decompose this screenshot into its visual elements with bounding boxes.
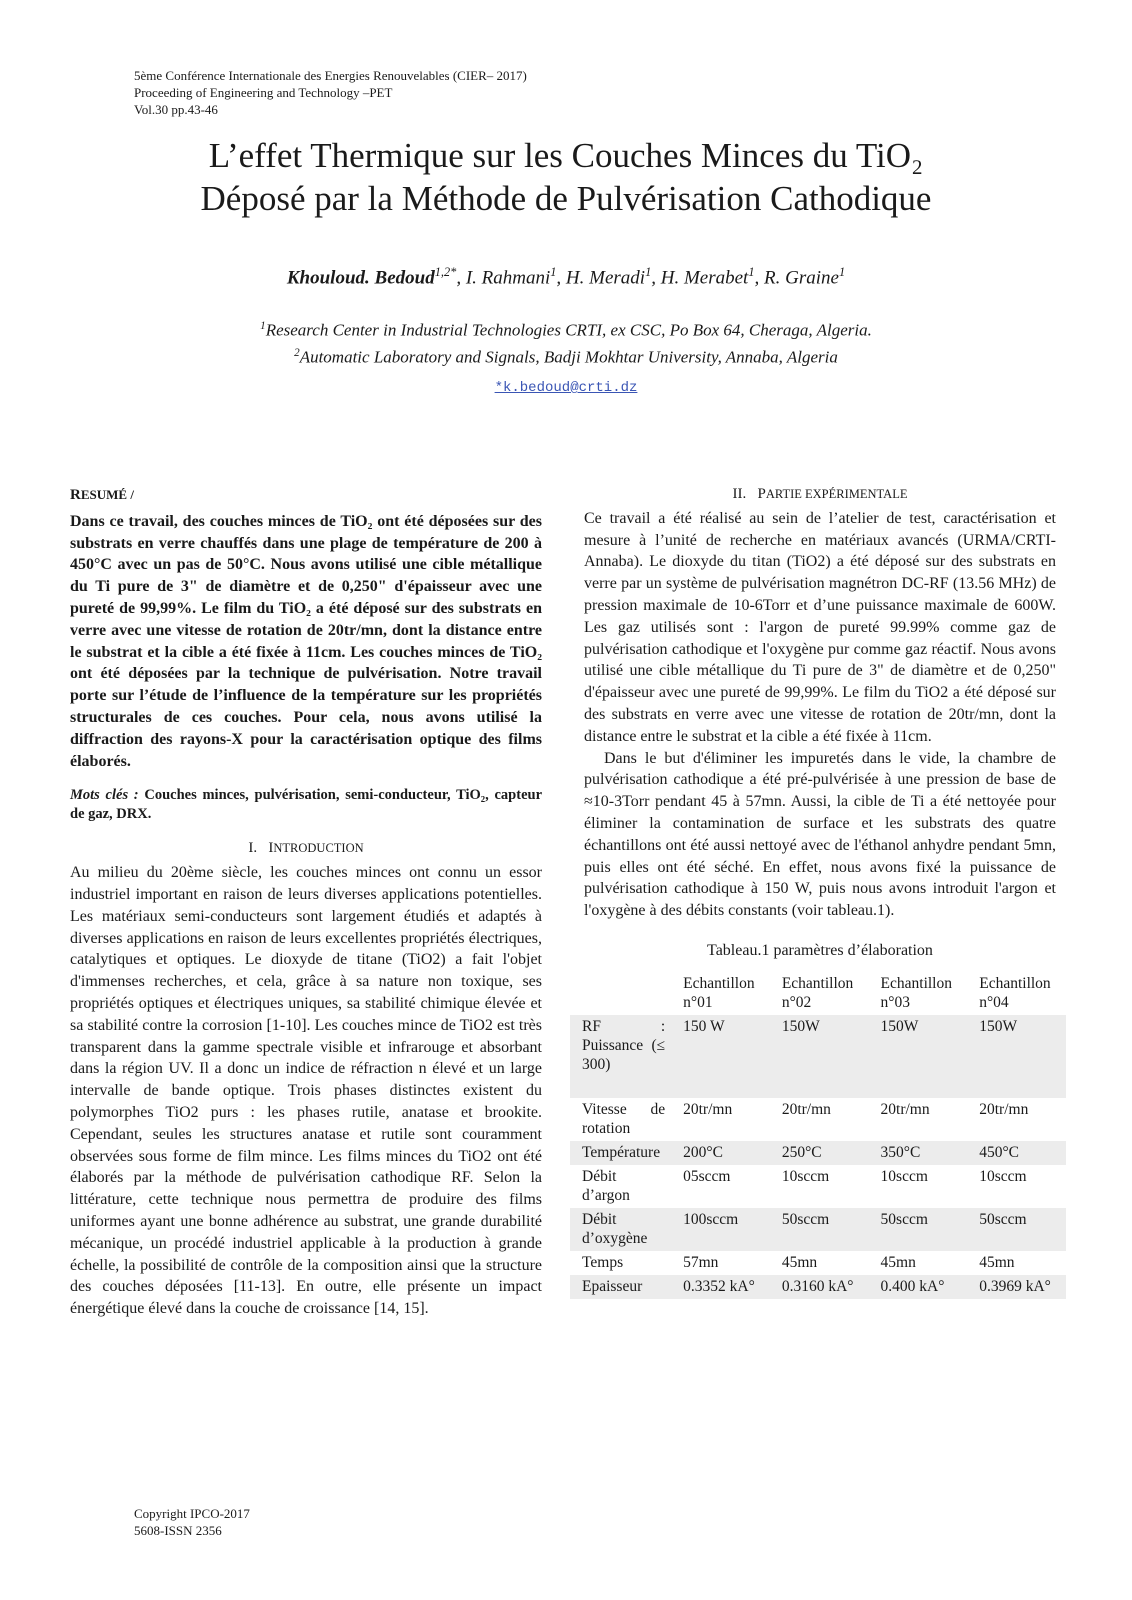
table-cell: 100sccm xyxy=(671,1208,770,1251)
header-line-2: Proceeding of Engineering and Technology –PET xyxy=(134,85,393,100)
table-row xyxy=(570,1165,1066,1208)
table-cell: 0.3160 kA° xyxy=(770,1275,869,1299)
table-cell: 20tr/mn xyxy=(979,1100,1029,1118)
table-cell: 150W xyxy=(967,1015,1066,1098)
table-row-label: Température xyxy=(570,1141,671,1165)
table-row-label: Débit d’argon xyxy=(582,1167,630,1204)
copyright-footer xyxy=(134,1505,250,1539)
author-1: Khouloud. Bedoud xyxy=(286,267,435,289)
intro-text: Au milieu du 20ème siècle, les couches minces ont connu un essor industriel important en raison de leurs diverses applications potentielles. Les matériaux semi-conducteurs sont largement étudiés et adaptés à diverses applications en raison de leurs excellentes propriétés électriques, catalytiques et optiques. Le dioxyde de titane (TiO2) a fait l'objet d'immenses recherches, et cela, grâce à sa nature non toxique, ses propriétés optiques et électriques uniques, sa stabilité chimique élevée et sa stabilité contre la corrosion [1-10]. Les couches mince de TiO2 est très transparent dans la gamme spectrale visible et infrarouge et absorbant dans la région UV. Il a donc un indice de réfraction n élevé et un large intervalle de bande optique. Trois phases distinctes existent du polymorphes TiO2 purs : les phases rutile, anatase et brookite. Cependant, seules les structures anatase et rutile sont couramment observées sous forme de film mince. Les films minces du TiO2 ont été élaborés par la méthode de pulvérisation cathodique RF. Selon la littérature, cette technique nous permettra de produire des films uniformes ayant une bonne adhérence au substrat, une grande durabilité mécanique, un procédé industriel applicable à la production à grande échelle, la possibilité de contrôle de la composition ainsi que la structure des couches déposées [11-13]. En outre, elle présente un impact énergétique élevé dans la couche de croissance [14, 15]. xyxy=(70,864,542,1318)
abstract-heading: RESUMÉ / xyxy=(70,487,134,503)
table-cell: 50sccm xyxy=(967,1208,1066,1251)
keywords-label: Mots clés : xyxy=(70,787,139,804)
experimental-para-2: Dans le but d'éliminer les impuretés dans le vide, la chambre de pulvérisation cathodique a été pré-pulvérisée à une pression de base de ≈10-3Torr pendant 45 à 57mn. Aussi, la cible de Ti a été nettoyée pour éliminer la contamination de surface et les substrats des quatre échantillons ont été aussi nettoyé avec de l'éthanol anhydre pendant 5mn, puis elles ont été séché. En effet, nous avons fixé la puissance de pulvérisation cathodique à 150 W, puis nous avons introduit l'argon et l'oxygène à des débits constants (voir tableau.1). xyxy=(584,749,1056,920)
right-column xyxy=(584,484,1056,1299)
table-cell: 05sccm xyxy=(683,1167,731,1185)
table-cell: 20tr/mn xyxy=(781,1100,831,1118)
author-2: I. Rahmani xyxy=(465,267,551,289)
table-row xyxy=(570,1098,1066,1141)
author-3: H. Meradi xyxy=(565,267,646,289)
affiliations xyxy=(0,315,1132,368)
table-cell: 150W xyxy=(770,1015,869,1098)
author-2-sup: 1 xyxy=(550,265,557,279)
affiliation-2 xyxy=(0,342,1132,369)
table-row-label: Epaisseur xyxy=(570,1275,671,1299)
left-column xyxy=(70,484,542,1320)
table-cell: 150W xyxy=(869,1015,968,1098)
title-line-2: Déposé par la Méthode de Pulvérisation Cathodique xyxy=(200,179,932,218)
table-cell: 10sccm xyxy=(979,1167,1027,1185)
table-cell: 10sccm xyxy=(880,1167,928,1185)
table-cell: 10sccm xyxy=(781,1167,830,1185)
affiliation-1-sup: 1 xyxy=(260,320,266,332)
abstract-text: Dans ce travail, des couches minces de TiO₂ ont été déposées sur des substrats en verre chauffés dans une plage de température de 200 à 450°C avec un pas de 50°C. Nous avons utilisé une cible métallique du Ti pure de 3" de diamètre et de 0,250" d'épaisseur avec une pureté de 99,99%. Le film du TiO₂ a été déposé sur des substrats en verre avec une vitesse de rotation de 20tr/mn, dont la distance entre le substrat et la cible a été fixée à 11cm. Les couches minces de TiO₂ ont été déposées par la technique de pulvérisation. Notre travail porte sur l’étude de l’influence de la température sur les propriétés structurales de ces couches. Pour cela, nous avons utilisé la diffraction des rayons-X pour la caractérisation optique des films élaborés. xyxy=(70,512,542,770)
affiliation-2-sup: 2 xyxy=(294,346,300,359)
table-row xyxy=(570,1208,1066,1251)
intro-heading: I. INTRODUCTION xyxy=(248,840,364,857)
table-row xyxy=(570,1251,1066,1275)
table-cell: 45mn xyxy=(979,1253,1015,1271)
table-row-label: RF : Puissance (≤ 300) xyxy=(570,1015,671,1098)
title-line-1: L’effet Thermique sur les Couches Minces du TiO₂ xyxy=(208,136,924,175)
affiliation-2-text: Automatic Laboratory and Signals, Badji Mokhtar University, Annaba, Algeria xyxy=(299,347,838,367)
table-cell: 20tr/mn xyxy=(683,1100,733,1118)
table-header-cell: Echantillon n°02 xyxy=(770,972,869,1015)
email-link[interactable]: *k.bedoud@crti.dz xyxy=(494,380,638,396)
table-row-label: Temps xyxy=(582,1253,624,1271)
table-cell: 450°C xyxy=(967,1141,1066,1165)
experimental-heading: II. PARTIE EXPÉRIMENTALE xyxy=(732,486,908,502)
affiliation-1 xyxy=(0,315,1132,342)
keywords xyxy=(70,786,542,824)
footer-line-1: Copyright IPCO-2017 xyxy=(134,1506,250,1521)
paper-title xyxy=(60,134,1072,220)
table-row xyxy=(570,1275,1066,1299)
table-cell: 20tr/mn xyxy=(880,1100,930,1118)
footer-line-2: 5608-ISSN 2356 xyxy=(134,1523,222,1538)
table-cell: 250°C xyxy=(770,1141,869,1165)
table-row xyxy=(570,1015,1066,1098)
table-corner-cell xyxy=(570,972,671,1015)
table-header-cell: Echantillon n°01 xyxy=(671,972,770,1015)
header-line-3: Vol.30 pp.43-46 xyxy=(134,102,218,117)
table-cell: 0.3969 kA° xyxy=(967,1275,1066,1299)
author-list: Khouloud. Bedoud$^{1,2*}$, I. Rahmani$^1$, H. Meradi$^1$, H. Merabet$^1$, R. Graine$^1$ xyxy=(286,265,846,289)
author-4: H. Merabet xyxy=(660,267,749,289)
table-cell: 45mn xyxy=(880,1253,916,1271)
experimental-para-1: Ce travail a été réalisé au sein de l’atelier de test, caractérisation et mesure à l’unité de recherche en matériaux avancés (URMA/CRTI-Annaba). Le dioxyde du titan (TiO2) a été déposé sur des substrats en verre par un système de pulvérisation magnétron DC-RF (13.56 MHz) de pression maximale de 10-6Torr et d’une puissance maximale de 600W. Les gaz utilisés sont : l'argon de pureté 99.99% comme gaz de pulvérisation cathodique et l'oxygène pur comme gaz réactif. Nous avons utilisé une cible métallique du Ti pure de 3" de diamètre et de 0,250" d'épaisseur avec une pureté de 99,99%. Le film du TiO2 a été déposé sur des substrats en verre avec une vitesse de rotation de 20tr/mn, dont la distance entre le substrat et la cible a été fixée à 11cm. xyxy=(584,509,1056,745)
email-line xyxy=(0,380,1132,396)
affiliation-1-text: Research Center in Industrial Technologies CRTI, ex CSC, Po Box 64, Cheraga, Algeria. xyxy=(265,320,872,340)
table-header-cell: Echantillon n°04 xyxy=(967,972,1066,1015)
table-row-label: Débit d’oxygène xyxy=(570,1208,671,1251)
table-header-cell: Echantillon n°03 xyxy=(869,972,968,1015)
table-caption: Tableau.1 paramètres d’élaboration xyxy=(707,941,933,959)
author-4-sup: 1 xyxy=(748,265,755,279)
author-5: R. Graine xyxy=(764,267,839,289)
keywords-text: Couches minces, pulvérisation, semi-conducteur, TiO₂, capteur de gaz, DRX. xyxy=(70,787,543,823)
author-5-sup: 1 xyxy=(838,265,846,279)
parameters-table xyxy=(570,972,1066,1299)
header-line-1: 5ème Conférence Internationale des Energies Renouvelables (CIER– 2017) xyxy=(134,68,527,83)
table-cell: 200°C xyxy=(671,1141,770,1165)
table-cell: 57mn xyxy=(683,1253,719,1271)
table-cell: 50sccm xyxy=(770,1208,869,1251)
table-row xyxy=(570,1141,1066,1165)
table-header-row xyxy=(570,972,1066,1015)
author-3-sup: 1 xyxy=(645,265,652,279)
table-cell: 350°C xyxy=(869,1141,968,1165)
table-cell: 0.400 kA° xyxy=(869,1275,968,1299)
conference-header xyxy=(134,67,527,118)
table-cell: 50sccm xyxy=(869,1208,968,1251)
table-row-label: Vitesse de rotation xyxy=(582,1100,666,1137)
table-cell: 150 W xyxy=(671,1015,770,1098)
author-1-sup: 1,2* xyxy=(434,265,457,279)
table-cell: 45mn xyxy=(781,1253,818,1271)
table-cell: 0.3352 kA° xyxy=(671,1275,770,1299)
